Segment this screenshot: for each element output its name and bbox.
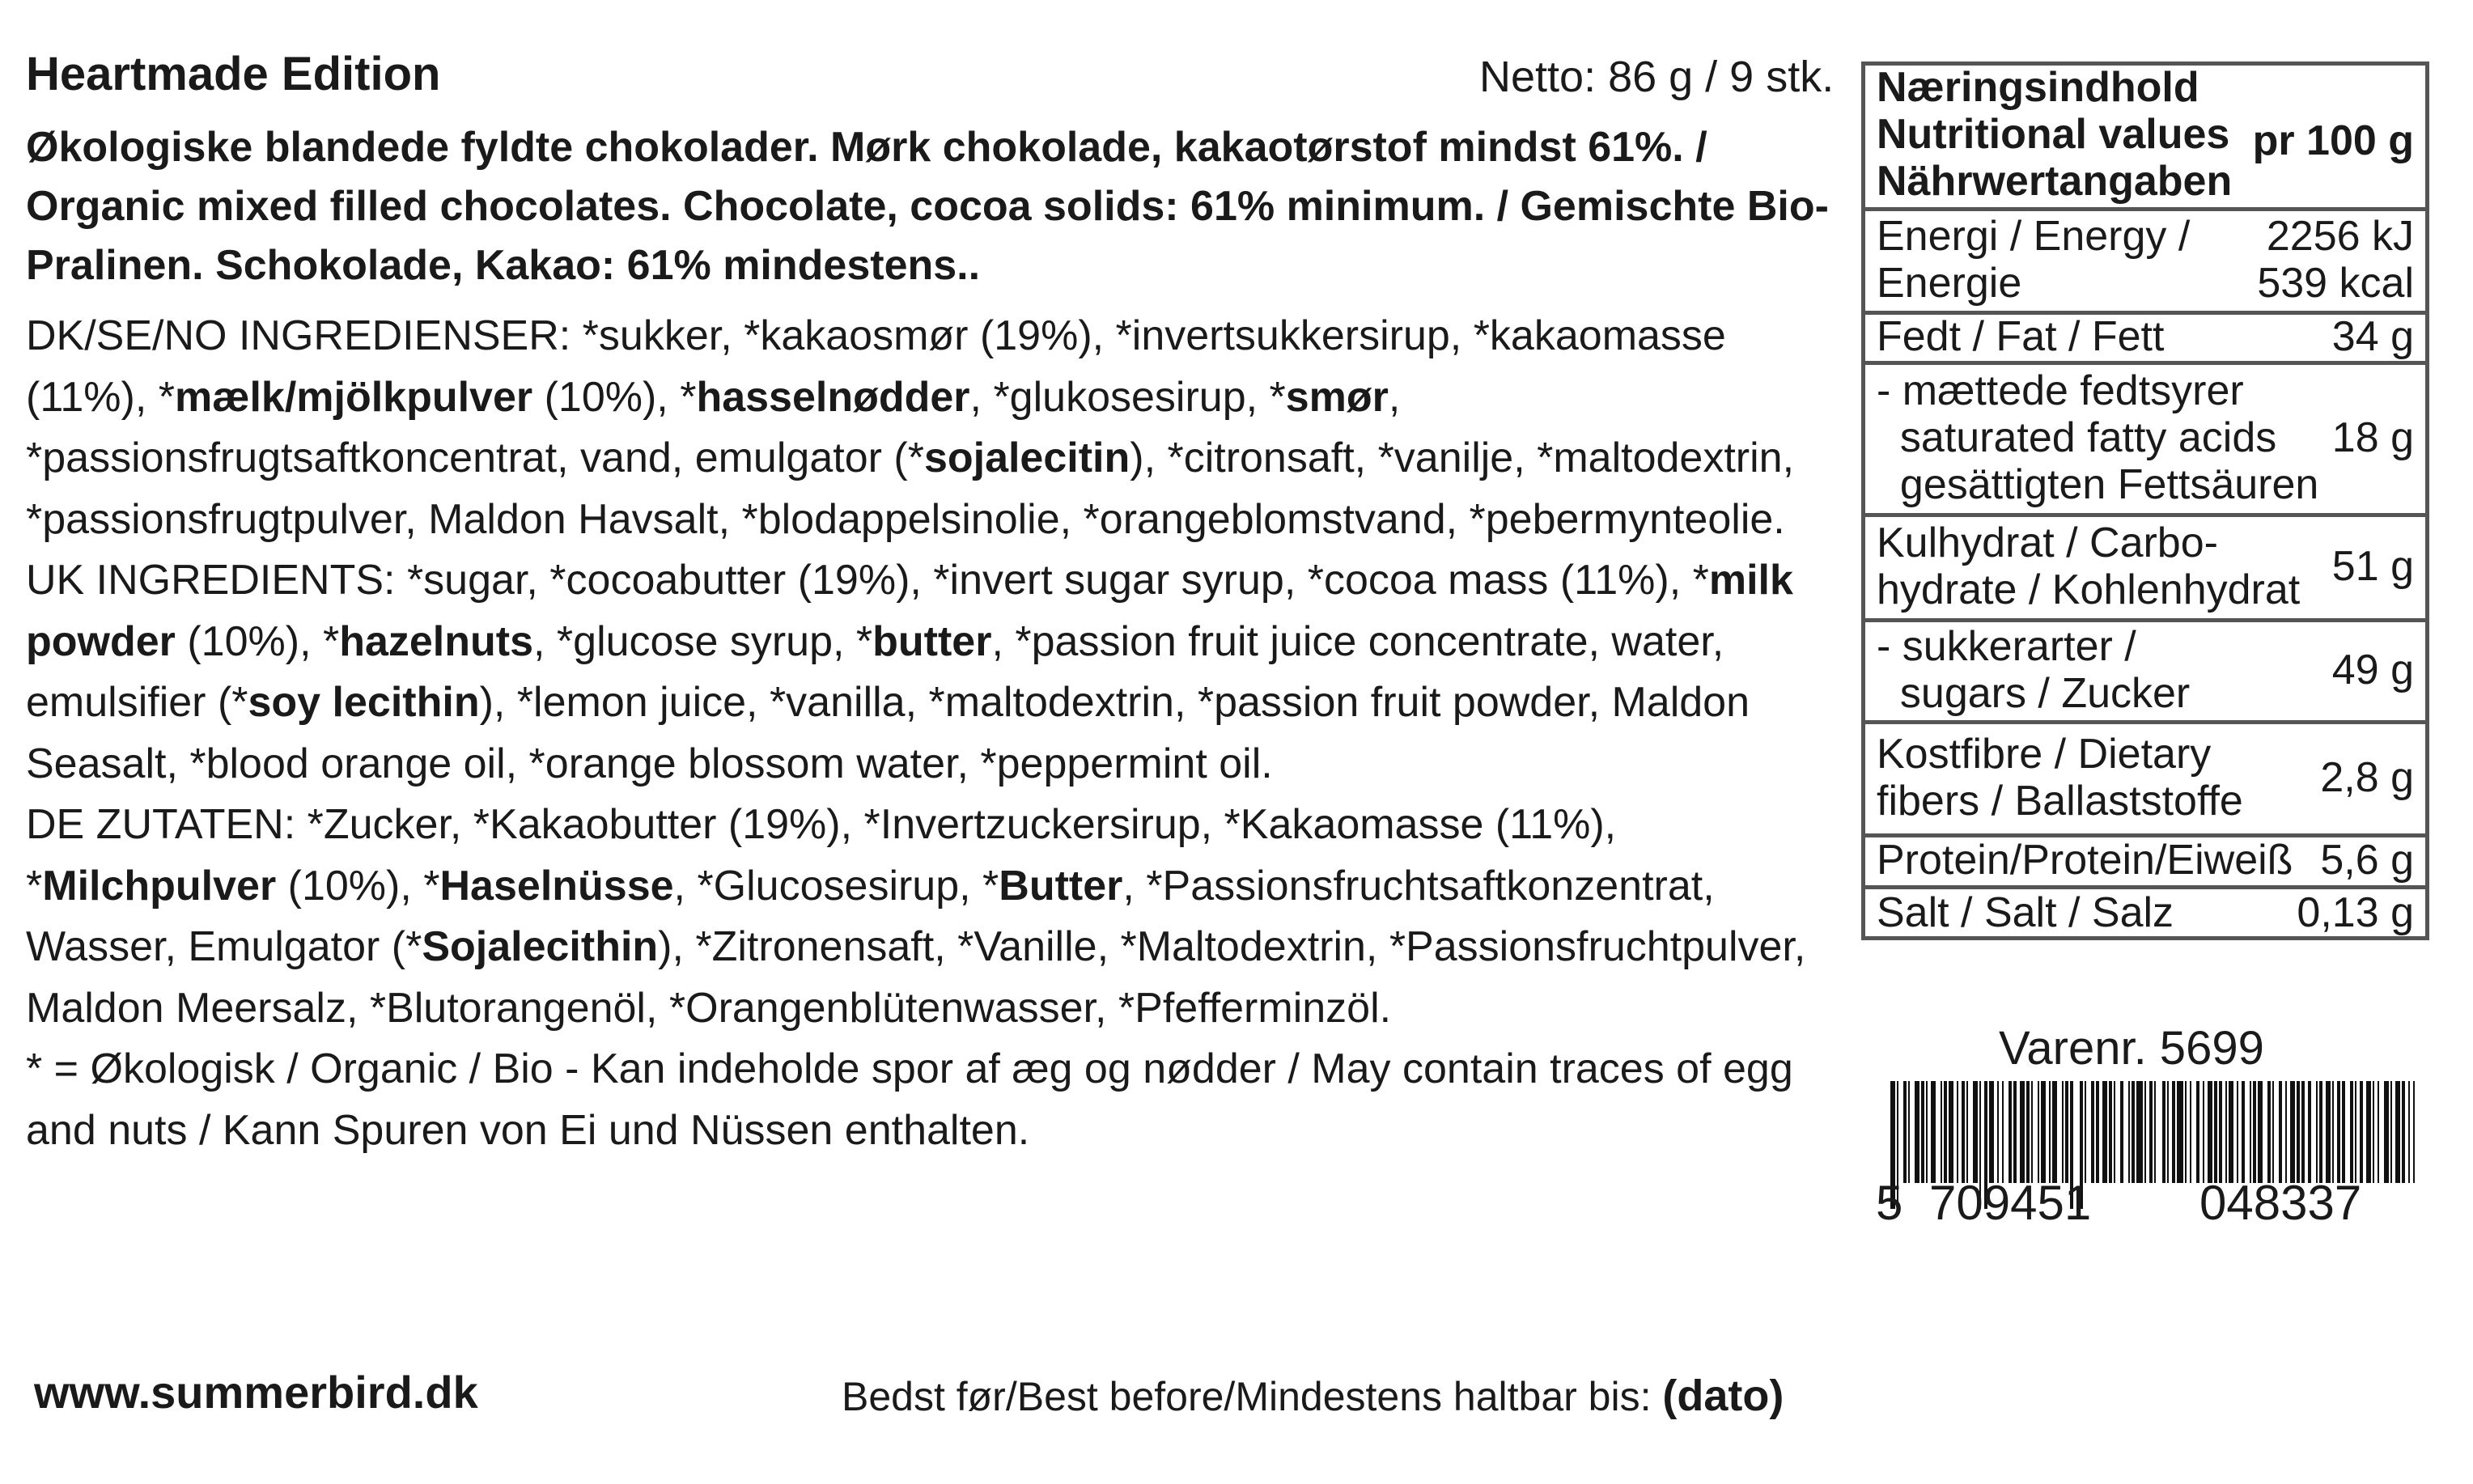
nutrition-label-line: hydrate / Kohlenhydrat bbox=[1877, 566, 2301, 613]
nutrition-label-line: gesättigten Fettsäuren bbox=[1877, 460, 2319, 508]
barcode-digits-right: 048337 bbox=[2199, 1176, 2362, 1230]
nutrition-value bbox=[2332, 313, 2414, 360]
nutrition-label-line: Kostfibre / Dietary bbox=[1877, 730, 2212, 778]
ingredient-text: , *passionsfrugtsaftkoncentrat, vand, emulgator (* bbox=[26, 373, 1401, 481]
nutrition-label-line: - sukkerarter / bbox=[1877, 622, 2136, 670]
item-number: Varenr. 5699 bbox=[1999, 1022, 2264, 1075]
ingredients-dk bbox=[26, 306, 1839, 550]
nutrition-value bbox=[2320, 837, 2414, 884]
ingredient-text: DE ZUTATEN: *Zucker, *Kakaobutter (19%), *Invertzuckersirup, *Kakaomasse (11%), * bbox=[26, 801, 1617, 909]
ingredient-text: ), *lemon juice, *vanilla, *maltodextrin, *passion fruit powder, Maldon Seasalt, *blood orange oil, *orange blossom water, *peppermint oil. bbox=[26, 679, 1750, 787]
nutrition-label-line: sugars / Zucker bbox=[1877, 669, 2191, 717]
allergen: milk powder bbox=[26, 557, 1793, 665]
nutrition-label-line: Energie bbox=[1877, 259, 2022, 307]
ingredient-text: UK INGREDIENTS: *sugar, *cocoabutter (19%), *invert sugar syrup, *cocoa mass (11%), * bbox=[26, 557, 1709, 604]
nutrition-table bbox=[1861, 61, 2429, 940]
nutrition-value bbox=[2297, 889, 2414, 936]
product-title: Heartmade Edition bbox=[26, 48, 441, 100]
nutrition-value bbox=[2332, 414, 2414, 461]
best-before-date: (dato) bbox=[1662, 1372, 1784, 1420]
allergen: soy lecithin bbox=[248, 679, 480, 726]
nutrition-value-line: 2,8 g bbox=[2320, 753, 2414, 801]
allergen: smør bbox=[1285, 373, 1389, 421]
nutrition-value-line: 18 g bbox=[2331, 413, 2414, 461]
nutrition-header-line: Nutritional values bbox=[1877, 111, 2230, 158]
ingredient-text: , *Glucosesirup, * bbox=[673, 862, 999, 909]
ingredient-text: ), *Zitronensaft, *Vanille, *Maltodextrin, *Passionsfruchtpulver, Maldon Meersalz, *Blutorangenöl, *Orangenblütenwasser, *Pfefferminzöl. bbox=[26, 923, 1806, 1032]
ingredient-text: ), *citronsaft, *vanilje, *maltodextrin, *passionsfrugtpulver, Maldon Havsalt, *blodappelsinolie, *orangeblomstvand, *pebermynteolie. bbox=[26, 435, 1795, 543]
nutrition-label bbox=[1877, 519, 2300, 613]
nutrition-row bbox=[1865, 837, 2425, 889]
nutrition-value-line: 5,6 g bbox=[2320, 836, 2414, 884]
product-description: Økologiske blandede fyldte chokolader. Mørk chokolade, kakaotørstof mindst 61%. / Organic mixed filled chocolates. Chocolate, cocoa solids: 61% minimum. / Gemischte Bio-Pralinen. Schokolade, Kakao: 61% mindestens.. bbox=[26, 124, 1829, 289]
allergen: mælk/mjölkpulver bbox=[174, 373, 533, 421]
ingredient-text: (10%), * bbox=[532, 373, 697, 421]
nutrition-label bbox=[1877, 623, 2190, 717]
nutrition-value-line: 51 g bbox=[2331, 542, 2414, 590]
nutrition-value bbox=[2320, 754, 2414, 801]
nutrition-value-line: 0,13 g bbox=[2297, 889, 2414, 936]
nutrition-row bbox=[1865, 312, 2425, 365]
nutrition-value-line: 2256 kJ bbox=[2266, 212, 2414, 260]
allergen: hasselnødder bbox=[696, 373, 970, 421]
nutrition-label-line: Protein/Protein/Eiweiß bbox=[1877, 836, 2293, 884]
barcode-digits-left: 709451 bbox=[1929, 1176, 2092, 1230]
nutrition-value-line: 49 g bbox=[2331, 646, 2414, 693]
nutrition-header-line: Nährwertangaben bbox=[1877, 158, 2233, 205]
organic-allergen-note: * = Økologisk / Organic / Bio - Kan indeholde spor af æg og nødder / May contain traces of egg and nuts / Kann Spuren von Ei und Nüssen enthalten. bbox=[26, 1045, 1793, 1154]
best-before bbox=[842, 1371, 1784, 1421]
nutrition-label bbox=[1877, 313, 2164, 360]
nutrition-row bbox=[1865, 724, 2425, 837]
ingredient-text: DK/SE/NO INGREDIENSER: *sukker, *kakaosmør (19%), *invertsukkersirup, *kakaomasse (11%), * bbox=[26, 312, 1726, 421]
ingredient-text: , *passion fruit juice concentrate, water, emulsifier (* bbox=[26, 617, 1724, 726]
ingredients-block bbox=[26, 306, 1839, 1161]
nutrition-label bbox=[1877, 731, 2243, 825]
nutrition-header bbox=[1865, 66, 2425, 211]
nutrition-header-label bbox=[1877, 64, 2232, 205]
nutrition-label-line: Energi / Energy / bbox=[1877, 212, 2191, 260]
ingredients-de bbox=[26, 795, 1839, 1039]
nutrition-label-line: Salt / Salt / Salz bbox=[1877, 889, 2174, 936]
nutrition-row bbox=[1865, 517, 2425, 622]
best-before-label: Bedst før/Best before/Mindestens haltbar bis: bbox=[842, 1374, 1663, 1419]
nutrition-header-line: Næringsindhold bbox=[1877, 64, 2199, 111]
nutrition-row bbox=[1865, 211, 2425, 315]
nutrition-value bbox=[2257, 213, 2414, 307]
nutrition-label-line: Fedt / Fat / Fett bbox=[1877, 312, 2165, 360]
allergen: Haselnüsse bbox=[439, 862, 674, 909]
nutrition-value bbox=[2332, 647, 2414, 693]
nutrition-label bbox=[1877, 213, 2190, 307]
nutrition-row bbox=[1865, 365, 2425, 517]
barcode-digit-first: 5 bbox=[1876, 1176, 1903, 1230]
nutrition-value-line: 34 g bbox=[2331, 312, 2414, 360]
nutrition-label-line: saturated fatty acids bbox=[1877, 413, 2277, 461]
allergen: hazelnuts bbox=[339, 617, 534, 665]
nutrition-label bbox=[1877, 837, 2293, 884]
nutrition-label bbox=[1877, 889, 2174, 936]
ingredient-text: (10%), * bbox=[276, 862, 440, 909]
allergen: butter bbox=[872, 617, 992, 665]
allergen: Milchpulver bbox=[42, 862, 277, 909]
nutrition-label bbox=[1877, 367, 2318, 508]
nutrition-value bbox=[2332, 543, 2414, 590]
ingredient-text: (10%), * bbox=[175, 617, 340, 665]
allergen: Butter bbox=[999, 862, 1123, 909]
nutrition-per: pr 100 g bbox=[2252, 117, 2414, 164]
ingredients-uk bbox=[26, 550, 1839, 795]
nutrition-label-line: - mættede fedtsyrer bbox=[1877, 367, 2244, 414]
allergen: sojalecitin bbox=[923, 435, 1130, 481]
nutrition-value-line: 539 kcal bbox=[2257, 259, 2414, 307]
nutrition-label-line: fibers / Ballaststoffe bbox=[1877, 777, 2243, 825]
nutrition-label-line: Kulhydrat / Carbo- bbox=[1877, 519, 2218, 566]
ingredient-text: , *glucose syrup, * bbox=[533, 617, 873, 665]
allergen: Sojalecithin bbox=[422, 923, 659, 970]
ingredient-text: , *Passionsfruchtsaftkonzentrat, Wasser, Emulgator (* bbox=[26, 862, 1715, 970]
ingredient-text: , *glukosesirup, * bbox=[969, 373, 1286, 421]
website-link: www.summerbird.dk bbox=[34, 1367, 478, 1418]
net-weight: Netto: 86 g / 9 stk. bbox=[1479, 53, 1835, 101]
nutrition-row bbox=[1865, 622, 2425, 724]
